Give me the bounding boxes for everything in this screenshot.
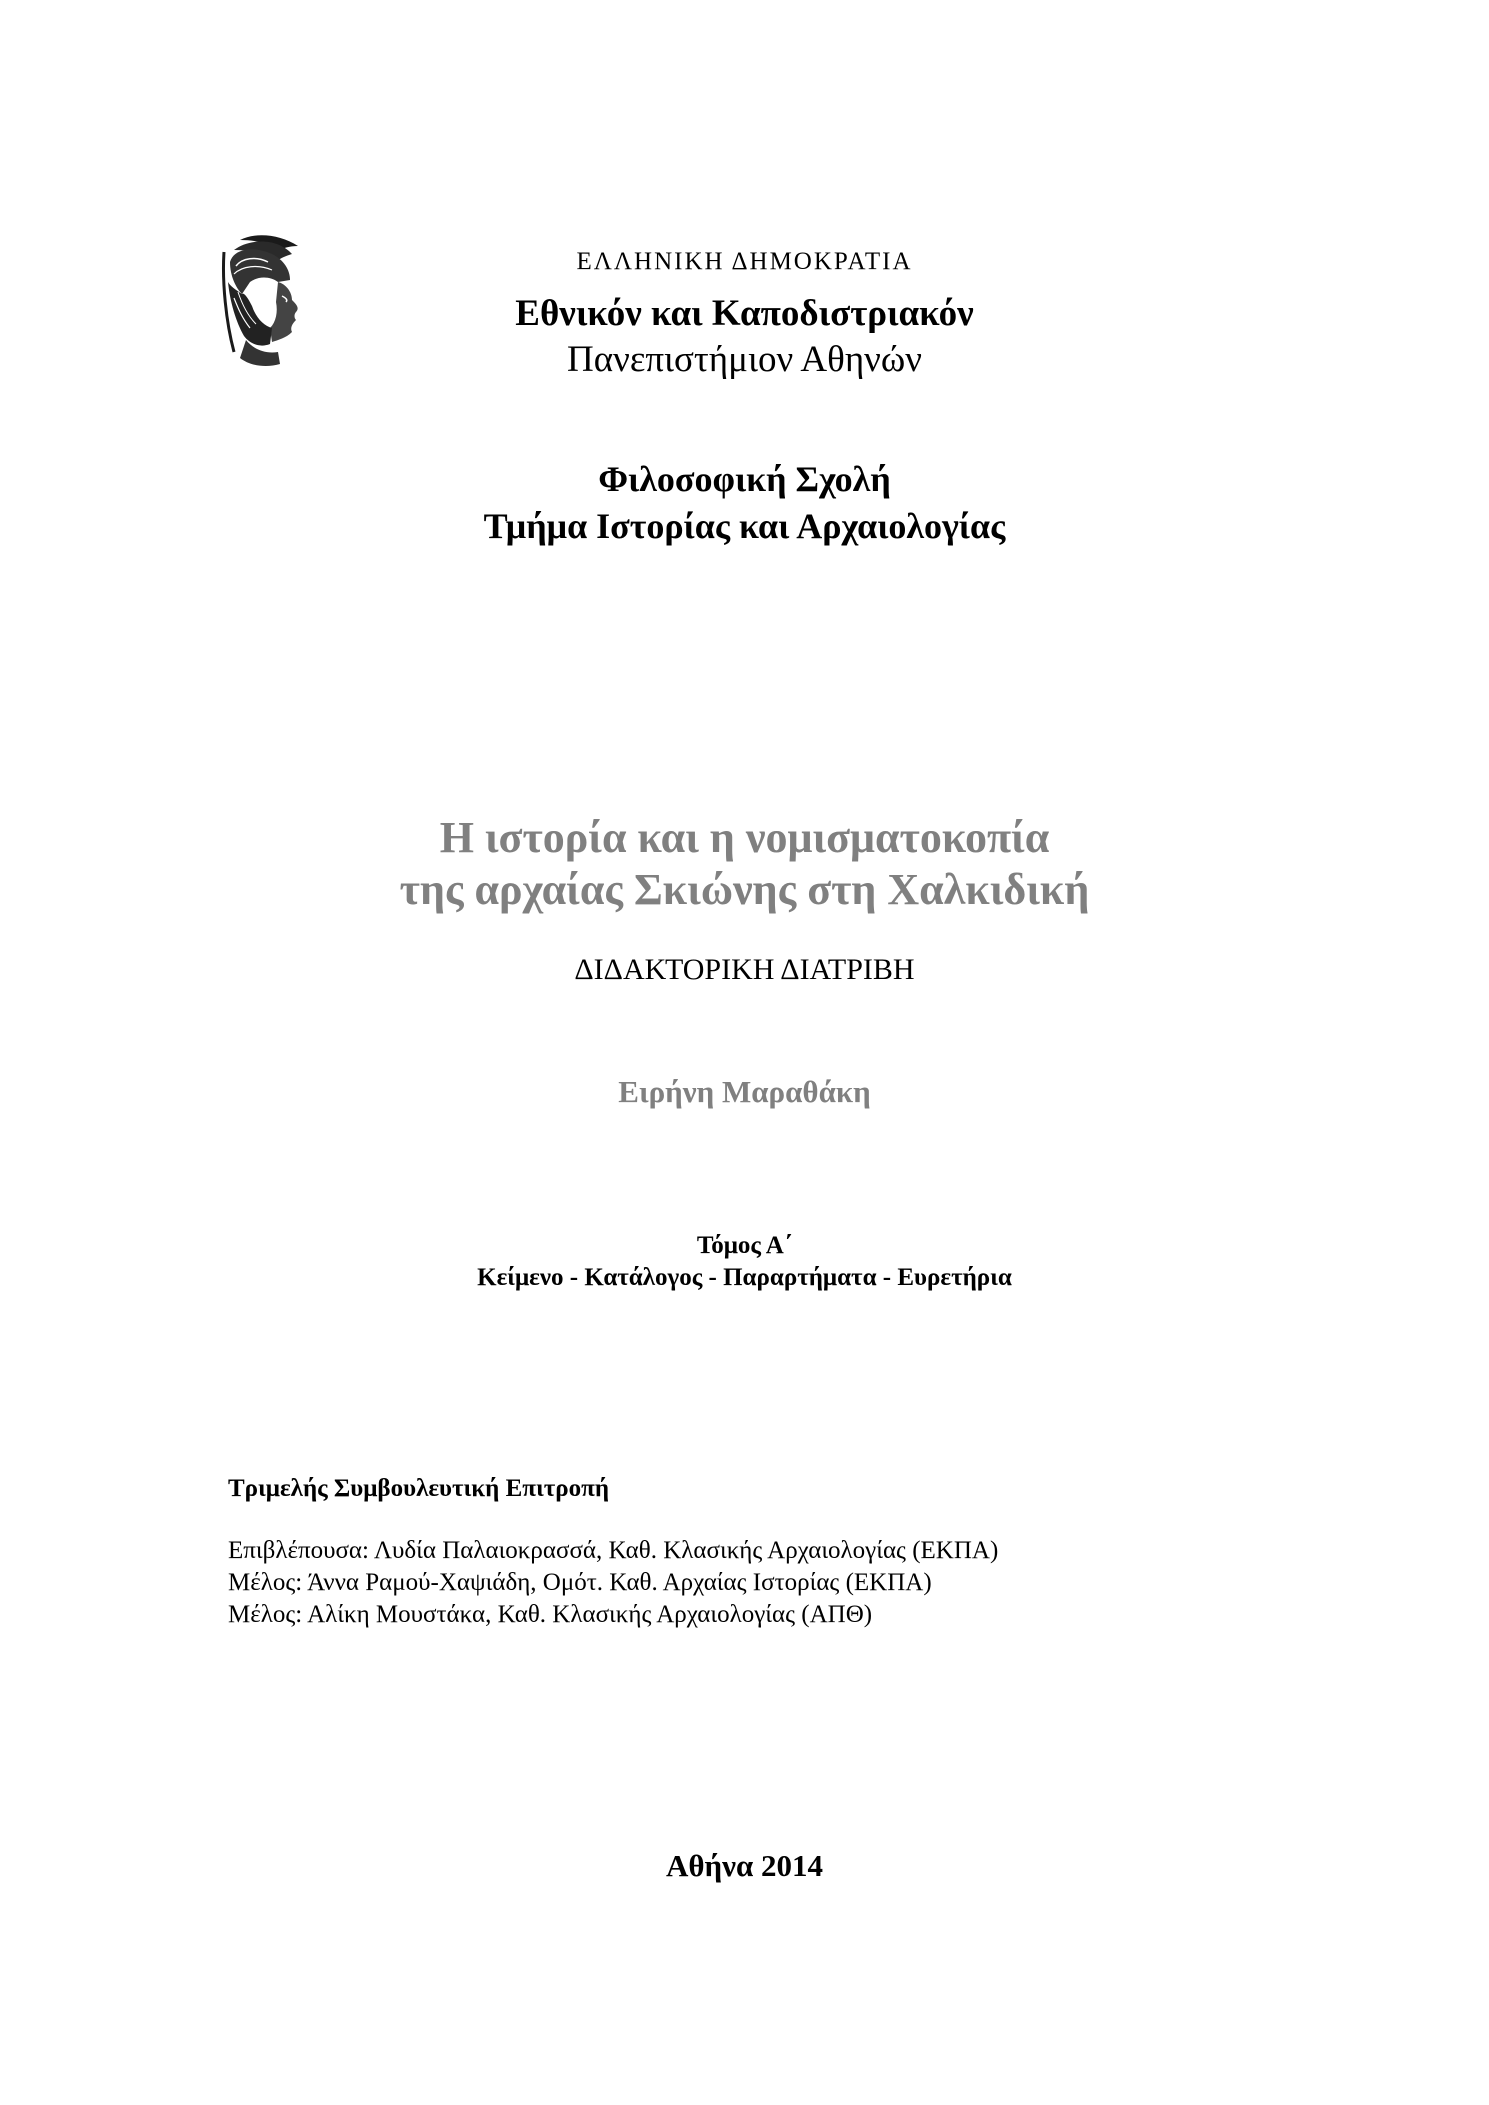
committee-member: Μέλος: Αλίκη Μουστάκα, Καθ. Κλασικής Αρχαιολογίας (ΑΠΘ)	[228, 1601, 873, 1628]
volume-contents: Κείμενο - Κατάλογος - Παραρτήματα - Ευρετήρια	[477, 1264, 1012, 1291]
committee-member: Μέλος: Άννα Ραμού-Χαψιάδη, Ομότ. Καθ. Αρχαίας Ιστορίας (ΕΚΠΑ)	[228, 1569, 932, 1596]
author-name: Ειρήνη Μαραθάκη	[618, 1074, 871, 1109]
committee-members	[228, 1535, 998, 1631]
department-name: Τμήμα Ιστορίας και Αρχαιολογίας	[483, 506, 1006, 546]
university-name-line2: Πανεπιστήμιον Αθηνών	[566, 339, 922, 380]
place-and-year: Αθήνα 2014	[665, 1848, 824, 1883]
thesis-type: ΔΙΔΑΚΤΟΡΙΚΗ ΔΙΑΤΡΙΒΗ	[574, 953, 915, 986]
thesis-title-line2: της αρχαίας Σκιώνης στη Χαλκιδική	[399, 865, 1090, 914]
faculty-name: Φιλοσοφική Σχολή	[598, 459, 891, 499]
university-name-line1: Εθνικόν και Καποδιστριακόν	[515, 293, 974, 334]
committee-member: Επιβλέπουσα: Λυδία Παλαιοκρασσά, Καθ. Κλασικής Αρχαιολογίας (ΕΚΠΑ)	[228, 1537, 999, 1564]
thesis-title-line1: Η ιστορία και η νομισματοκοπία	[439, 813, 1050, 862]
volume-label: Τόμος Α΄	[696, 1232, 793, 1259]
republic-heading: ΕΛΛΗΝΙΚΗ ΔΗΜΟΚΡΑΤΙΑ	[576, 248, 913, 275]
committee-heading: Τριμελής Συμβουλευτική Επιτροπή	[228, 1475, 610, 1502]
